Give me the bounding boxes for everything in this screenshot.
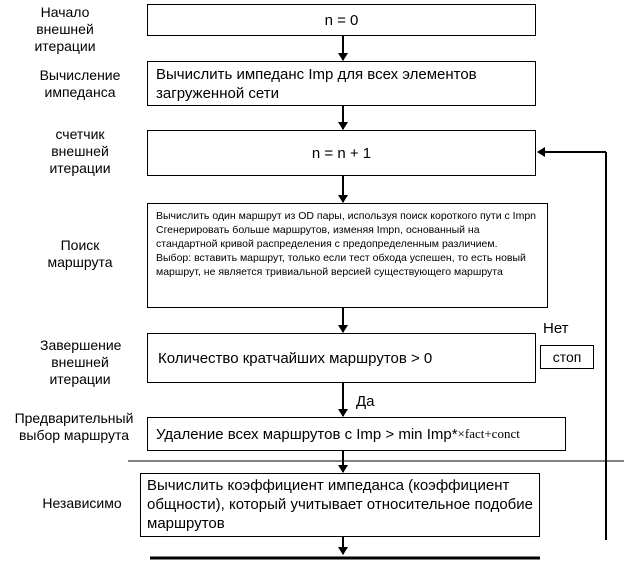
label-finish: Завершение внешней итерации: [40, 337, 122, 387]
coeff-text: Вычислить коэффициент импеданса (коэффициент общности), который учитывает относительное подобие маршрутов: [147, 477, 533, 532]
label-start: Начало внешней итерации: [34, 4, 96, 54]
remove-text: Удаление всех маршрутов с Imp > min Imp*: [156, 425, 458, 443]
init-text: n = 0: [324, 11, 359, 29]
label-counter: счетчик внешней итерации: [49, 126, 111, 176]
label-independent: Независимо: [42, 495, 122, 511]
edge-no-label: Нет: [543, 320, 569, 337]
search-text-3: Выбор: вставить маршрут, только если тест обхода успешен, то есть новый маршрут, не является тривиальной версией существующего маршрута: [156, 252, 526, 278]
label-preselect: Предварительный выбор маршрута: [14, 410, 134, 443]
stop-text: стоп: [552, 349, 582, 365]
label-search: Поиск маршрута: [47, 237, 113, 270]
edge-yes-label: Да: [356, 393, 375, 410]
impedance-text: Вычислить импеданс Imp для всех элементов загруженной сети: [156, 66, 477, 102]
search-text-2: Сгенерировать больше маршрутов, изменяя Impn, основанный на стандартной кривой распределения с предопределенным различием.: [156, 224, 498, 250]
increment-text: n = n + 1: [311, 144, 372, 162]
label-calc: Вычисление импеданса: [39, 67, 121, 100]
remove-suffix-text: ×fact+conct: [457, 426, 520, 441]
condition-text: Количество кратчайших маршрутов > 0: [158, 349, 433, 367]
search-text-1: Вычислить один маршрут из OD пары, используя поиск короткого пути с Impn: [156, 210, 537, 222]
